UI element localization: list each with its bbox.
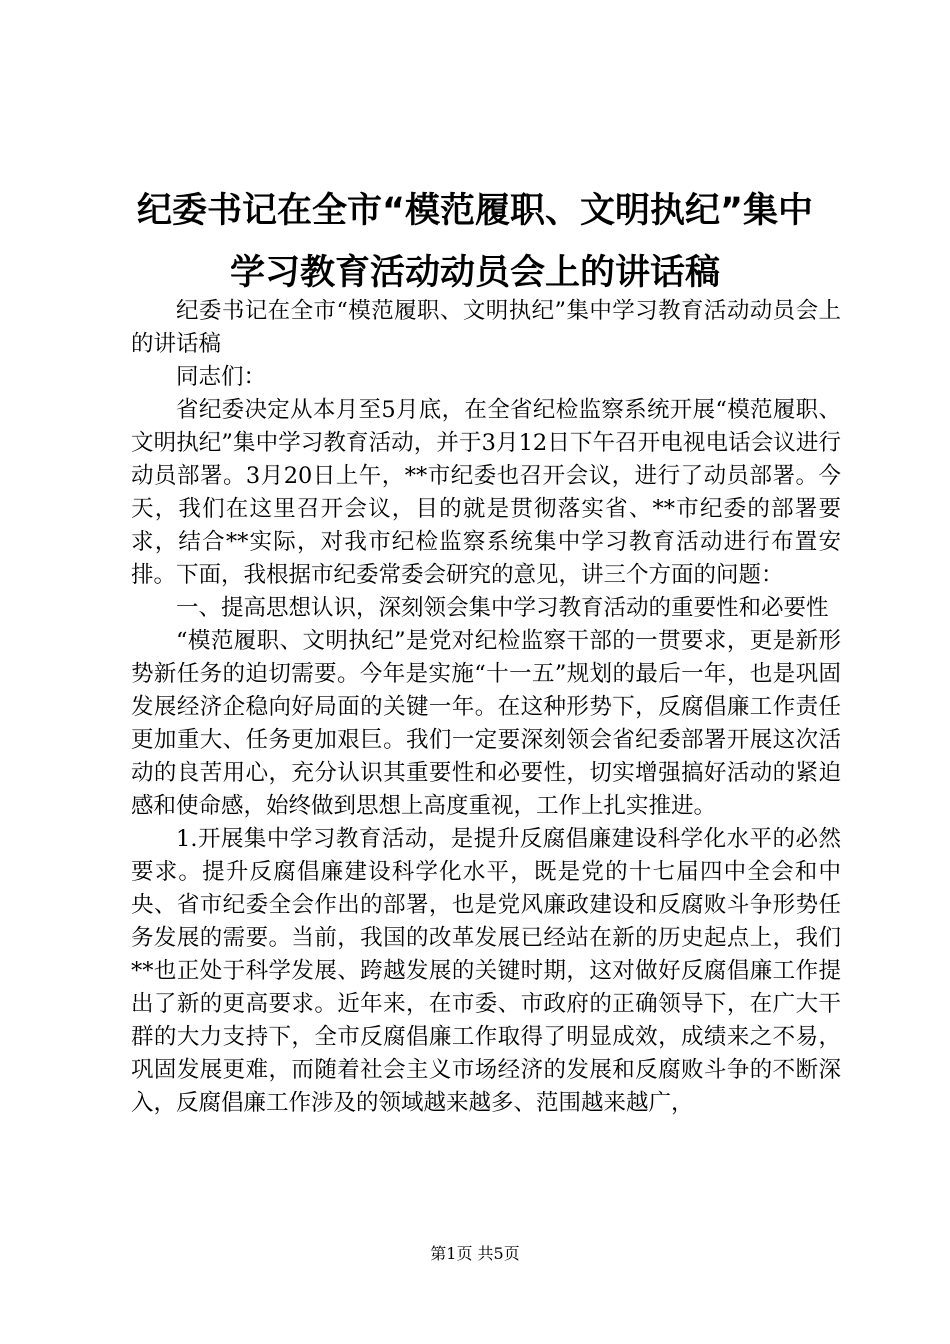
paragraph-subtitle: 纪委书记在全市“模范履职、文明执纪”集中学习教育活动动员会上的讲话稿 (131, 298, 841, 357)
document-body (131, 295, 841, 1120)
paragraph-point-1: 1.开展集中学习教育活动，是提升反腐倡廉建设科学化水平的必然要求。提升反腐倡廉建设科学化水平，既是党的十七届四中全会和中央、省市纪委全会作出的部署，也是党风廉政建设和反腐败斗争形势任务发展的需要。当前，我国的改革发展已经站在新的历史起点上，我们**也正处于科学发展、跨越发展的关键时期，这对做好反腐倡廉工作提出了新的更高要求。近年来，在市委、市政府的正确领导下，在广大干群的大力支持下，全市反腐倡廉工作取得了明显成效，成绩来之不易，巩固发展更难，而随着社会主义市场经济的发展和反腐败斗争的不断深入，反腐倡廉工作涉及的领域越来越多、范围越来越广， (131, 826, 841, 1116)
title-line-2: 学习教育活动动员会上的讲话稿 (229, 253, 720, 293)
title-line-1: 纪委书记在全市“模范履职、文明执纪”集中 (136, 191, 813, 231)
paragraph-section-heading: 一、提高思想认识，深刻领会集中学习教育活动的重要性和必要性 (176, 595, 829, 621)
paragraph-salutation: 同志们： (176, 364, 267, 390)
document-title (110, 180, 840, 304)
paragraph-body: “模范履职、文明执纪”是党对纪检监察干部的一贯要求，更是新形势新任务的迫切需要。今年是实施“十一五”规划的最后一年，也是巩固发展经济企稳向好局面的关键一年。在这种形势下，反腐倡廉工作责任更加重大、任务更加艰巨。我们一定要深刻领会省纪委部署开展这次活动的良苦用心，充分认识其重要性和必要性，切实增强搞好活动的紧迫感和使命感，始终做到思想上高度重视，工作上扎实推进。 (131, 628, 841, 819)
paragraph-intro: 省纪委决定从本月至5月底，在全省纪检监察系统开展“模范履职、文明执纪”集中学习教育活动，并于3月12日下午召开电视电话会议进行动员部署。3月20日上午，**市纪委也召开会议，进行了动员部署。今天，我们在这里召开会议，目的就是贯彻落实省、**市纪委的部署要求，结合**实际，对我市纪检监察系统集中学习教育活动进行布置安排。下面，我根据市纪委常委会研究的意见，讲三个方面的问题： (131, 397, 841, 588)
page-footer: 第1页 共5页 (430, 1244, 520, 1263)
